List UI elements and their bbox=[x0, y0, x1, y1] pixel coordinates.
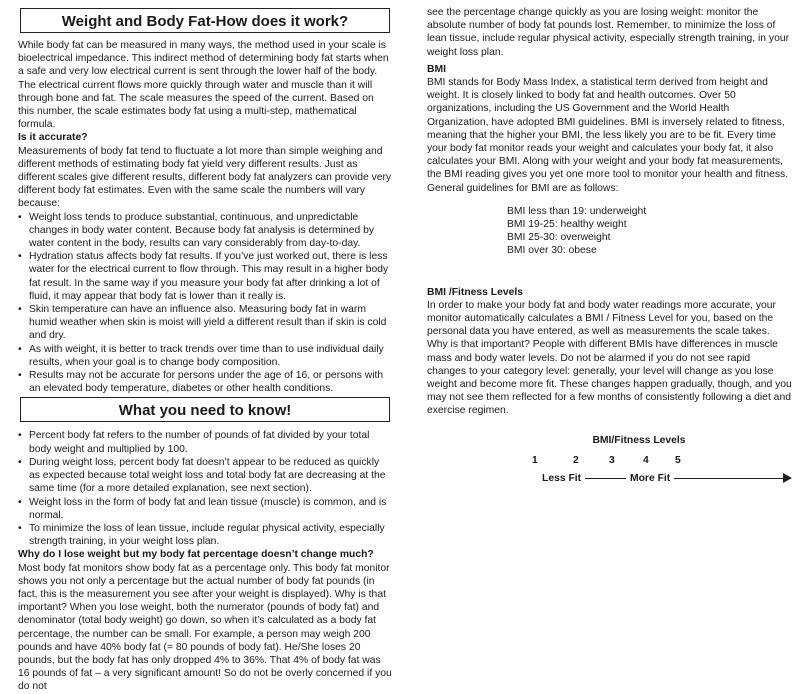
list-item: • As with weight, it is better to track trends over time than to use individual daily results, when your goal is to change body composition. bbox=[18, 343, 392, 369]
intro-paragraph: While body fat can be measured in many ways, the method used in your scale is bioelectrical impedance. This indirect method of determining body fat starts when a safe and very low electrical current is sent through the lower half of the body. The electrical current flows more quickly through water and muscle than it will through bone and fat. The scale measures the speed of the current. Based on this number, the scale estimates body fat using a multi-step, mathematical formula. bbox=[18, 40, 389, 131]
know-list bbox=[18, 429, 392, 548]
left-column bbox=[18, 0, 392, 694]
accurate-heading: Is it accurate? bbox=[18, 132, 88, 144]
scale-number: 2 bbox=[573, 454, 579, 466]
fitness-heading: BMI /Fitness Levels bbox=[427, 286, 523, 298]
list-item: • Weight loss tends to produce substantial, continuous, and unpredictable changes in body water content. Because body fat analysis is determined by water content in the body, results can vary considerably from day-to-day. bbox=[18, 211, 392, 251]
why-heading: Why do I lose weight but my body fat percentage doesn’t change much? bbox=[18, 549, 374, 561]
less-fit-label: Less Fit bbox=[538, 472, 585, 485]
bmi-range: BMI 19-25: healthy weight bbox=[507, 219, 627, 231]
accurate-list bbox=[18, 211, 392, 396]
bmi-guidelines: General guidelines for BMI are as follows: bbox=[427, 182, 619, 194]
accurate-paragraph: Measurements of body fat tend to fluctuate a lot more than simple weighing and different methods of estimating body fat yield very different results. Just as different scales give different results, different body fat analyzers can provide very different body fat estimates. Even with the same scale the numbers will vary because: bbox=[18, 145, 392, 210]
right-arrow-icon bbox=[783, 473, 792, 483]
bmi-range-list bbox=[507, 205, 792, 258]
scale-title: BMI/Fitness Levels bbox=[592, 434, 686, 446]
why-paragraph: Most body fat monitors show body fat as a percentage only. This body fat monitor shows you not only a percentage but the actual number of body fat pounds (in fact, this is the measurement you see after your weight is displayed). Why is that important? When you lose weight, both the numerator (pounds of body fat) and denominator (total body weight) go down, so when it’s calculated as a body fat percentage, the number can be small. For example, a person may weigh 200 pounds and have 40% body fat (= 80 pounds of body fat). He/She loses 20 pounds, but the body fat has only dropped 4% to 36%. That 4% of body fat was 16 pounds of fat – a very significant amount! So do not be overly concerned if you do not bbox=[18, 562, 392, 693]
fitness-scale bbox=[484, 434, 792, 544]
bmi-paragraph: BMI stands for Body Mass Index, a statistical term derived from height and weight. It is closely linked to body fat and health outcomes. Over 50 organizations, including the US Government and the World Health Organization, have adopted BMI guidelines. BMI is inversely related to fitness, meaning that the higher your BMI, the less likely you are to be fit. Every time your body fat monitor reads your weight and calculates your body fat, it also calculates your BMI. Along with your weight and your body fat measurements, the BMI reading gives you yet one more tool to monitor your health and fitness. bbox=[427, 77, 789, 181]
list-item: • Hydration status affects body fat results. If you’ve just worked out, there is less water for the electrical current to flow through. This may result in a higher body fat result. In the same way if you measure your body fat after drinking a lot of fluid, it may appear that body fat is lower than it really is. bbox=[18, 250, 392, 303]
list-item: • During weight loss, percent body fat doesn’t appear to be reduced as quickly as expected because total weight loss and total body fat are decreasing at the same time (for a more detailed explanation, see next section). bbox=[18, 456, 392, 496]
list-item: • Weight loss in the form of body fat and lean tissue (muscle) is common, and is normal. bbox=[18, 496, 392, 522]
bmi-heading: BMI bbox=[427, 63, 446, 75]
list-item: • Percent body fat refers to the number of pounds of fat divided by your total body weight and multiplied by 100. bbox=[18, 429, 392, 455]
bmi-range: BMI over 30: obese bbox=[507, 245, 597, 257]
scale-number: 5 bbox=[675, 454, 681, 466]
heading-need-to-know: What you need to know! bbox=[20, 397, 390, 422]
heading-how-it-works: Weight and Body Fat-How does it work? bbox=[20, 8, 390, 33]
list-item: • To minimize the loss of lean tissue, include regular physical activity, especially strength training, in your weight loss plan. bbox=[18, 522, 392, 548]
list-item: • Skin temperature can have an influence also. Measuring body fat in warm humid weather when skin is moist will yield a different result than if skin is cold and dry. bbox=[18, 303, 392, 343]
bmi-range: BMI 25-30: overweight bbox=[507, 232, 611, 244]
scale-number: 1 bbox=[532, 454, 538, 466]
right-column bbox=[427, 0, 792, 544]
list-item: • Results may not be accurate for persons under the age of 16, or persons with an elevated body temperature, diabetes or other health conditions. bbox=[18, 369, 392, 395]
continued-paragraph: see the percentage change quickly as you are losing weight: monitor the absolute number of body fat pounds lost. Remember, to minimize the loss of lean tissue, include regular physical activity, especially strength training, in your weight loss plan. bbox=[427, 7, 790, 58]
scale-number: 3 bbox=[609, 454, 615, 466]
fitness-paragraph: In order to make your body fat and body water readings more accurate, your monitor automatically calculates a BMI / Fitness Level for you, based on the personal data you have entered, as well as measurements the scale takes. Why is that important? People with different BMIs have differences in muscle mass and body water levels. Do not be alarmed if you do not see rapid changes to your category level: generally, your level will change as you lose weight and become more fit. These changes happen gradually, though, and you may not see them reflected for a few months of consistently following a diet and exercise regimen. bbox=[427, 299, 792, 417]
more-fit-label: More Fit bbox=[626, 472, 674, 485]
scale-number: 4 bbox=[643, 454, 649, 466]
bmi-range: BMI less than 19: underweight bbox=[507, 205, 647, 217]
